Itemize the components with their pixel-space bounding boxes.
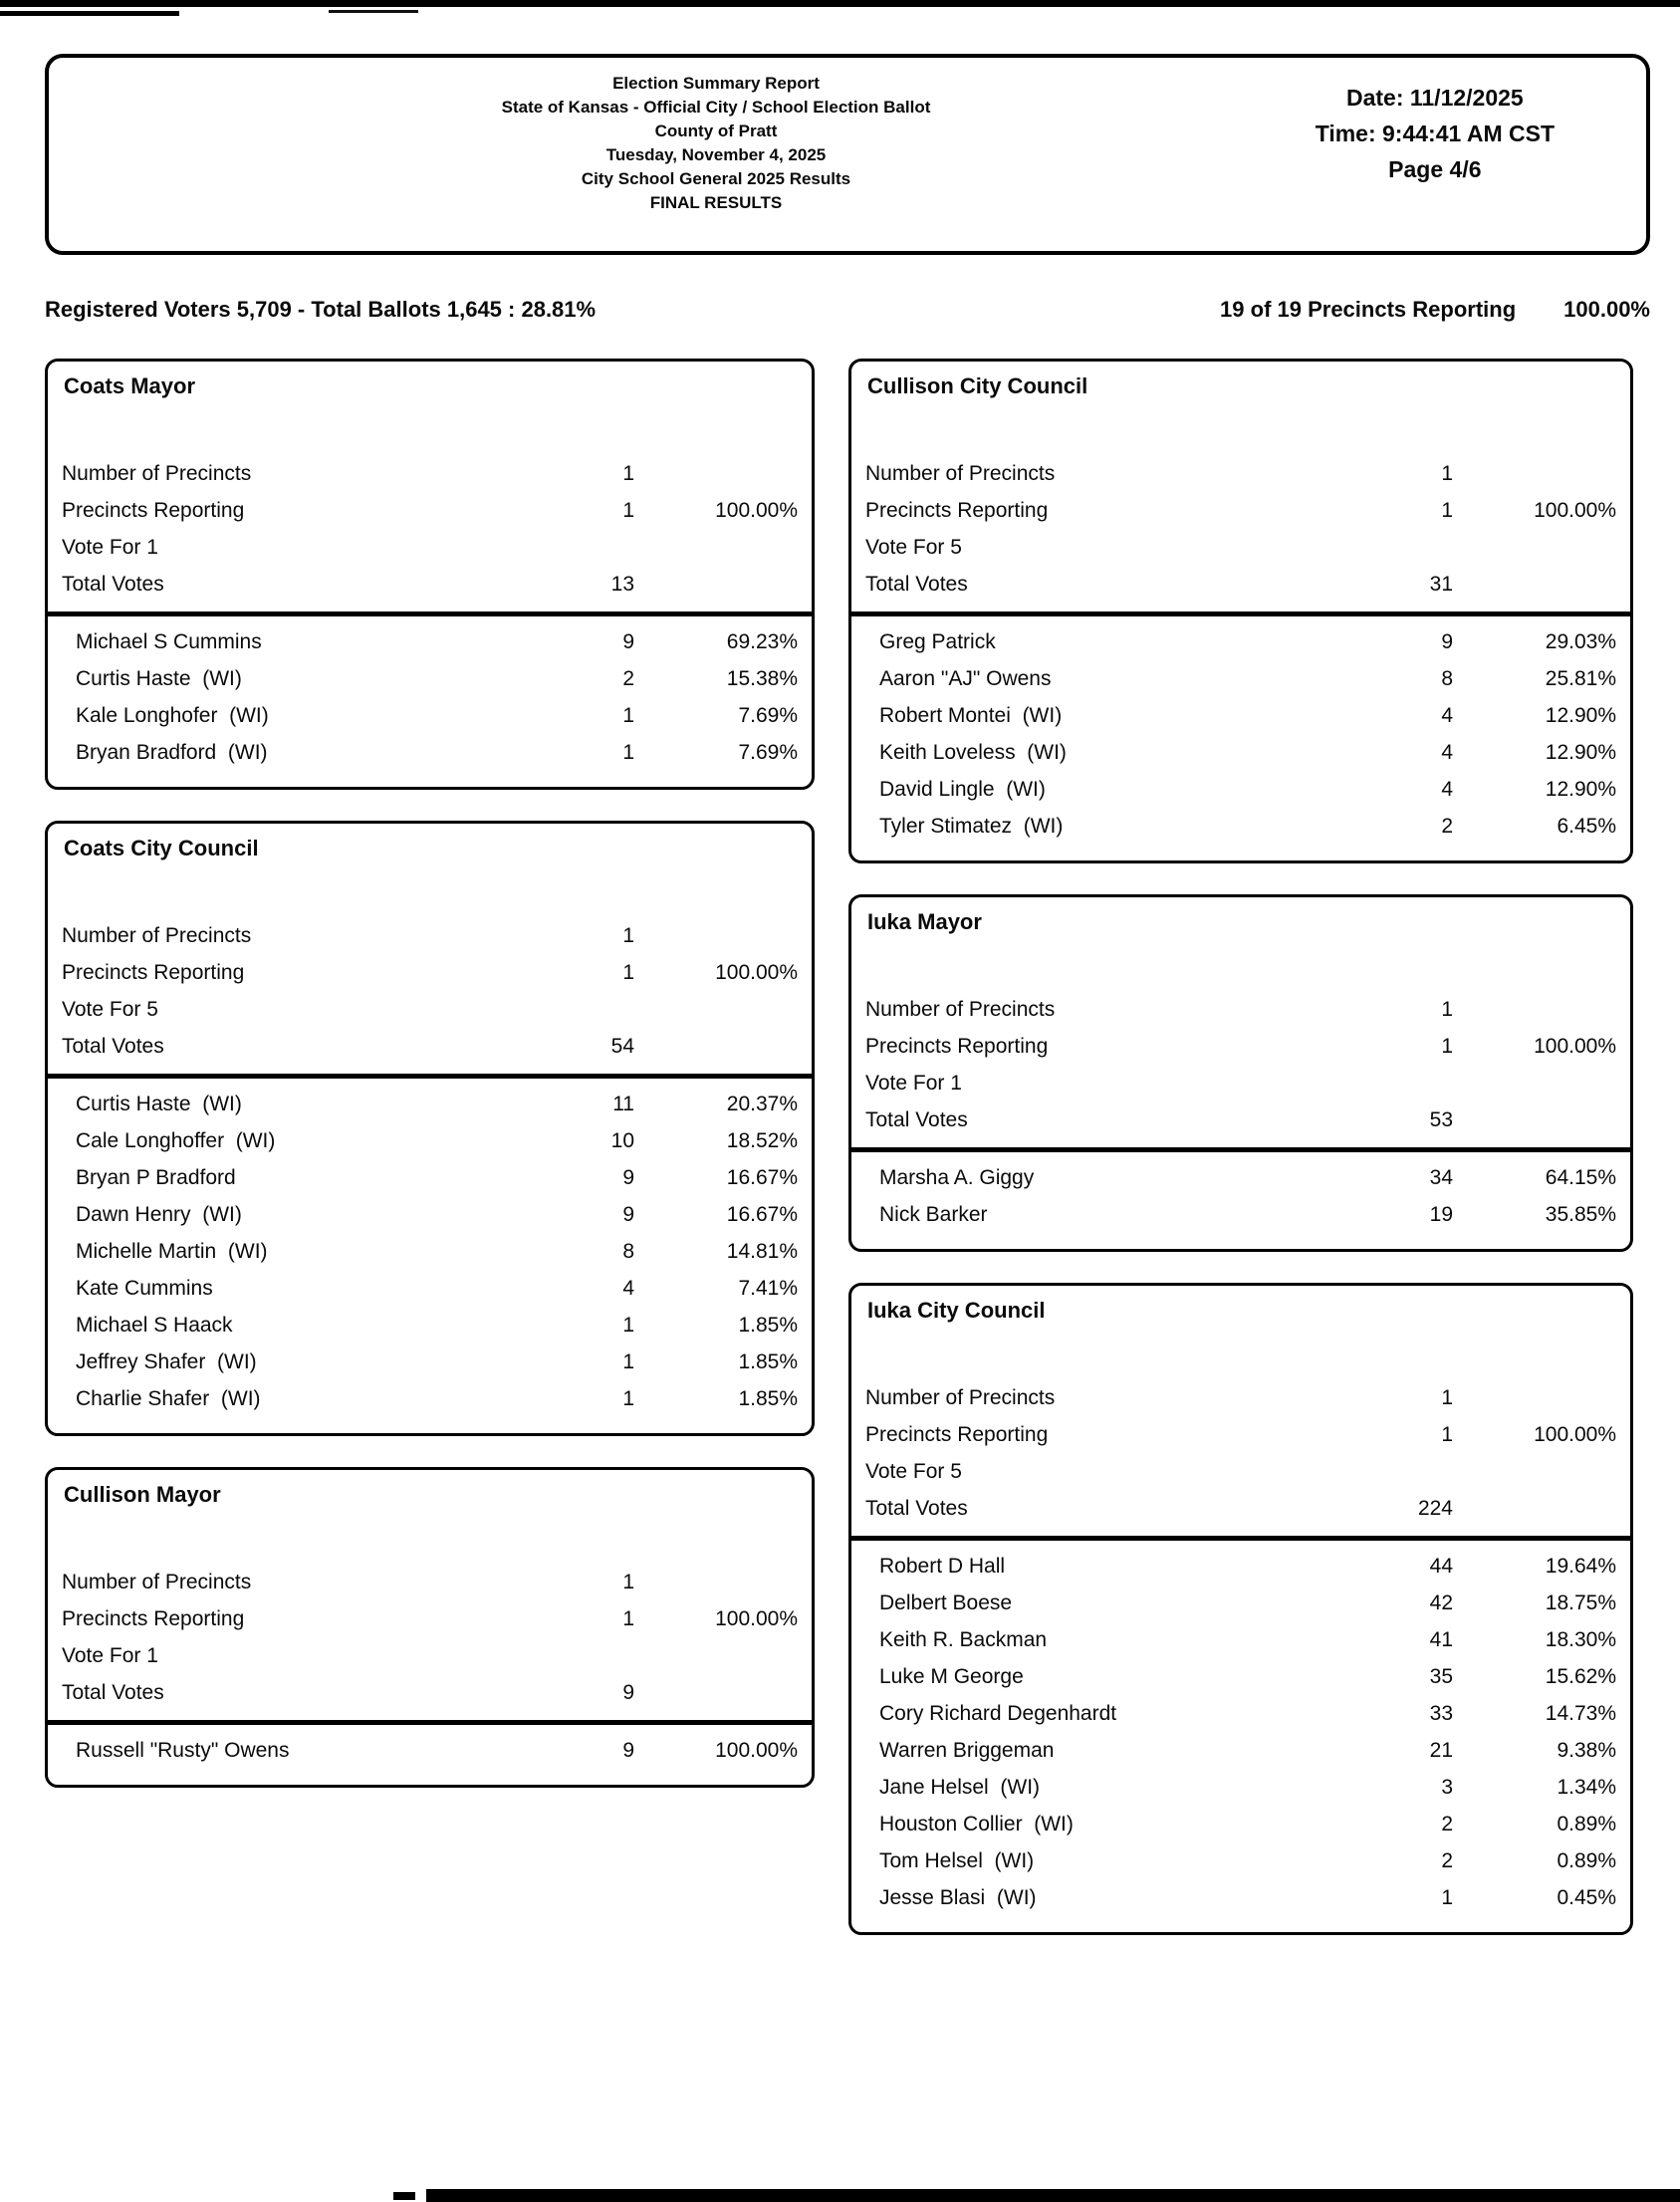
- report-results-name: City School General 2025 Results: [581, 169, 851, 188]
- number-of-precincts-row: [62, 917, 802, 954]
- candidate-row: [865, 1548, 1620, 1585]
- candidate-row: [865, 771, 1620, 808]
- candidate-row: [865, 697, 1620, 734]
- number-of-precincts-row: [865, 1379, 1620, 1416]
- candidate-row: [62, 1380, 802, 1417]
- candidate-pct: 0.89%: [1557, 1849, 1616, 1872]
- candidate-pct: 18.30%: [1545, 1628, 1616, 1651]
- candidate-name: Jane Helsel (WI): [879, 1776, 1041, 1799]
- candidate-pct: 15.62%: [1545, 1665, 1616, 1688]
- candidate-pct: 14.73%: [1545, 1702, 1616, 1725]
- precincts-reporting-value: 1: [622, 961, 634, 984]
- number-of-precincts-pct: [1453, 1379, 1620, 1416]
- candidate-votes: 2: [1441, 1849, 1453, 1872]
- candidate-pct: 1.85%: [738, 1387, 798, 1410]
- divider: [851, 612, 1630, 616]
- candidate-pct: 64.15%: [1545, 1166, 1616, 1189]
- number-of-precincts-row: [62, 1564, 802, 1600]
- candidate-list: [62, 1086, 802, 1417]
- candidate-pct: 1.34%: [1557, 1776, 1616, 1799]
- precincts-reporting-row: [62, 492, 802, 529]
- total-votes-value: 53: [1429, 1108, 1453, 1131]
- candidate-name: Keith R. Backman: [879, 1628, 1048, 1651]
- number-of-precincts-value: 1: [1441, 998, 1453, 1021]
- candidate-row: [865, 1842, 1620, 1879]
- vote-for-label: Vote For 1: [62, 536, 158, 559]
- contest-box: [848, 359, 1633, 863]
- candidate-row: [865, 623, 1620, 660]
- precincts-reporting-text: 19 of 19 Precincts Reporting: [1220, 297, 1517, 322]
- number-of-precincts-pct: [1453, 455, 1620, 492]
- candidate-name: Greg Patrick: [879, 630, 996, 653]
- candidate-row: [865, 1879, 1620, 1916]
- candidate-votes: 9: [622, 630, 634, 653]
- precincts-reporting-row: [865, 492, 1620, 529]
- candidate-votes: 2: [622, 667, 634, 690]
- precincts-reporting-value: 1: [622, 499, 634, 522]
- contest-stats: [865, 991, 1620, 1138]
- number-of-precincts-label: Number of Precincts: [62, 462, 252, 485]
- candidate-pct: 20.37%: [726, 1093, 798, 1115]
- candidate-row: [865, 1585, 1620, 1621]
- number-of-precincts-row: [865, 455, 1620, 492]
- candidate-votes: 1: [622, 704, 634, 727]
- report-election-date: Tuesday, November 4, 2025: [605, 145, 827, 164]
- scan-artifact-top: [0, 0, 1680, 7]
- candidate-name: Cale Longhoffer (WI): [76, 1129, 276, 1152]
- precincts-reporting-row: [62, 954, 802, 991]
- precincts-reporting-row: [62, 1600, 802, 1637]
- candidate-pct: 16.67%: [726, 1166, 798, 1189]
- candidate-votes: 11: [612, 1093, 634, 1115]
- candidate-row: [865, 1621, 1620, 1658]
- candidate-name: Curtis Haste (WI): [76, 1093, 242, 1115]
- candidate-pct: 7.69%: [738, 741, 798, 764]
- contest-box: [848, 1283, 1633, 1935]
- number-of-precincts-value: 1: [1441, 462, 1453, 485]
- candidate-pct: 18.75%: [1545, 1591, 1616, 1614]
- number-of-precincts-pct: [634, 917, 802, 954]
- candidate-row: [62, 623, 802, 660]
- candidate-name: Luke M George: [879, 1665, 1024, 1688]
- candidate-votes: 4: [1441, 778, 1453, 801]
- candidate-list: [865, 623, 1620, 845]
- number-of-precincts-label: Number of Precincts: [865, 998, 1056, 1021]
- candidate-name: Houston Collier (WI): [879, 1813, 1074, 1835]
- candidate-name: Jeffrey Shafer (WI): [76, 1350, 257, 1373]
- total-votes-value: 224: [1417, 1497, 1453, 1520]
- candidate-row: [62, 697, 802, 734]
- contest-stats: [62, 917, 802, 1065]
- report-date: Date: 11/12/2025: [1345, 85, 1524, 111]
- candidate-pct: 35.85%: [1545, 1203, 1616, 1226]
- candidate-pct: 19.64%: [1545, 1555, 1616, 1578]
- candidate-list: [62, 623, 802, 771]
- vote-for-row: [865, 1065, 1620, 1101]
- candidate-row: [62, 1270, 802, 1307]
- candidate-row: [865, 808, 1620, 845]
- left-column: [45, 359, 815, 1819]
- candidate-votes: 33: [1429, 1702, 1453, 1725]
- contest-stats: [62, 1564, 802, 1711]
- contest-columns: [0, 359, 1680, 1966]
- candidate-name: Tyler Stimatez (WI): [879, 815, 1064, 838]
- precincts-reporting-pct: 100.00%: [1534, 1423, 1616, 1446]
- contest-title: Cullison City Council: [867, 373, 1088, 398]
- total-votes-label: Total Votes: [865, 1497, 968, 1520]
- scan-artifact-dash-2: [329, 10, 418, 13]
- contest-title: Coats City Council: [64, 836, 259, 860]
- candidate-list: [865, 1548, 1620, 1916]
- candidate-name: Delbert Boese: [879, 1591, 1013, 1614]
- contest-stats: [62, 455, 802, 603]
- total-votes-row: [865, 566, 1620, 603]
- precincts-reporting-pct: 100.00%: [715, 499, 798, 522]
- divider: [48, 612, 812, 616]
- precincts-reporting-value: 1: [1441, 1035, 1453, 1058]
- candidate-row: [865, 1196, 1620, 1233]
- candidate-votes: 2: [1441, 1813, 1453, 1835]
- vote-for-label: Vote For 5: [865, 1460, 962, 1483]
- candidate-name: Charlie Shafer (WI): [76, 1387, 261, 1410]
- contest-title: Coats Mayor: [64, 373, 196, 398]
- precincts-reporting-row: [865, 1028, 1620, 1065]
- report-final-results: FINAL RESULTS: [649, 193, 783, 212]
- candidate-votes: 42: [1429, 1591, 1453, 1614]
- candidate-pct: 7.41%: [738, 1277, 798, 1300]
- candidate-list: [62, 1732, 802, 1769]
- report-county: County of Pratt: [654, 122, 778, 140]
- total-votes-row: [62, 566, 802, 603]
- candidate-name: Marsha A. Giggy: [879, 1166, 1035, 1189]
- vote-for-label: Vote For 1: [865, 1072, 962, 1095]
- candidate-pct: 12.90%: [1545, 704, 1616, 727]
- vote-for-row: [62, 1637, 802, 1674]
- candidate-name: Cory Richard Degenhardt: [879, 1702, 1117, 1725]
- candidate-pct: 9.38%: [1557, 1739, 1616, 1762]
- candidate-pct: 6.45%: [1557, 815, 1616, 838]
- scan-artifact-dash: [0, 11, 179, 16]
- candidate-votes: 1: [622, 1350, 634, 1373]
- candidate-votes: 41: [1429, 1628, 1453, 1651]
- precincts-reporting-value: 1: [622, 1607, 634, 1630]
- candidate-list: [865, 1159, 1620, 1233]
- candidate-row: [62, 1159, 802, 1196]
- report-title: Election Summary Report: [612, 74, 820, 93]
- candidate-votes: 1: [622, 1314, 634, 1337]
- number-of-precincts-label: Number of Precincts: [62, 1571, 252, 1593]
- candidate-votes: 10: [610, 1129, 634, 1152]
- candidate-name: Dawn Henry (WI): [76, 1203, 242, 1226]
- precincts-reporting-label: Precincts Reporting: [62, 1607, 245, 1630]
- candidate-row: [865, 1732, 1620, 1769]
- registered-voters-summary: Registered Voters 5,709 - Total Ballots 1,645 : 28.81%: [45, 297, 597, 322]
- total-votes-label: Total Votes: [62, 1681, 164, 1704]
- precincts-reporting-label: Precincts Reporting: [865, 1423, 1049, 1446]
- number-of-precincts-row: [62, 455, 802, 492]
- scan-artifact-bottom-fragment: [393, 2192, 415, 2200]
- candidate-votes: 9: [622, 1739, 634, 1762]
- candidate-pct: 14.81%: [726, 1240, 798, 1263]
- candidate-pct: 25.81%: [1545, 667, 1616, 690]
- candidate-pct: 69.23%: [726, 630, 798, 653]
- candidate-pct: 12.90%: [1545, 741, 1616, 764]
- candidate-votes: 8: [1441, 667, 1453, 690]
- candidate-name: Russell "Rusty" Owens: [76, 1739, 290, 1762]
- candidate-votes: 9: [622, 1203, 634, 1226]
- total-votes-label: Total Votes: [865, 573, 968, 596]
- contest-box: [45, 821, 815, 1436]
- precincts-reporting-label: Precincts Reporting: [865, 1035, 1049, 1058]
- candidate-row: [62, 1233, 802, 1270]
- contest-box: [848, 894, 1633, 1252]
- candidate-votes: 1: [1441, 1886, 1453, 1909]
- candidate-row: [865, 1806, 1620, 1842]
- candidate-votes: 4: [1441, 704, 1453, 727]
- vote-for-row: [865, 1453, 1620, 1490]
- candidate-name: Aaron "AJ" Owens: [879, 667, 1052, 690]
- candidate-row: [865, 734, 1620, 771]
- candidate-name: David Lingle (WI): [879, 778, 1046, 801]
- candidate-row: [865, 1658, 1620, 1695]
- candidate-votes: 1: [622, 741, 634, 764]
- precincts-reporting-label: Precincts Reporting: [62, 499, 245, 522]
- candidate-pct: 0.45%: [1557, 1886, 1616, 1909]
- total-votes-row: [865, 1101, 1620, 1138]
- report-header-center: [377, 72, 1055, 215]
- candidate-name: Curtis Haste (WI): [76, 667, 242, 690]
- candidate-votes: 21: [1429, 1739, 1453, 1762]
- contest-stats: [865, 1379, 1620, 1527]
- candidate-name: Kale Longhofer (WI): [76, 704, 269, 727]
- precincts-reporting-pct: 100.00%: [1534, 1035, 1616, 1058]
- number-of-precincts-value: 1: [1441, 1386, 1453, 1409]
- candidate-pct: 16.67%: [726, 1203, 798, 1226]
- candidate-row: [865, 1159, 1620, 1196]
- candidate-votes: 1: [622, 1387, 634, 1410]
- report-time: Time: 9:44:41 AM CST: [1315, 121, 1555, 146]
- candidate-name: Keith Loveless (WI): [879, 741, 1067, 764]
- report-header-box: [45, 54, 1650, 255]
- candidate-pct: 100.00%: [715, 1739, 798, 1762]
- candidate-votes: 34: [1429, 1166, 1453, 1189]
- vote-for-label: Vote For 5: [62, 998, 158, 1021]
- contest-stats: [865, 455, 1620, 603]
- total-votes-value: 54: [610, 1035, 634, 1058]
- candidate-name: Robert Montei (WI): [879, 704, 1063, 727]
- vote-for-label: Vote For 5: [865, 536, 962, 559]
- candidate-row: [62, 1122, 802, 1159]
- precincts-reporting-pct: 100.00%: [1534, 499, 1616, 522]
- total-votes-value: 13: [610, 573, 634, 596]
- divider: [851, 1147, 1630, 1152]
- precincts-reporting-pct: 100.00%: [715, 1607, 798, 1630]
- precincts-reporting-value: 1: [1441, 499, 1453, 522]
- candidate-name: Warren Briggeman: [879, 1739, 1055, 1762]
- number-of-precincts-pct: [1453, 991, 1620, 1028]
- candidate-votes: 44: [1429, 1555, 1453, 1578]
- candidate-votes: 9: [622, 1166, 634, 1189]
- precincts-reporting-row: [865, 1416, 1620, 1453]
- candidate-pct: 29.03%: [1545, 630, 1616, 653]
- number-of-precincts-label: Number of Precincts: [865, 1386, 1056, 1409]
- candidate-name: Bryan Bradford (WI): [76, 741, 268, 764]
- vote-for-row: [62, 529, 802, 566]
- scan-artifact-bottom: [426, 2189, 1680, 2202]
- number-of-precincts-value: 1: [622, 462, 634, 485]
- total-votes-value: 31: [1429, 573, 1453, 596]
- number-of-precincts-pct: [634, 1564, 802, 1600]
- candidate-name: Michelle Martin (WI): [76, 1240, 268, 1263]
- candidate-votes: 4: [1441, 741, 1453, 764]
- vote-for-row: [865, 529, 1620, 566]
- right-column: [848, 359, 1633, 1966]
- precincts-reporting-value: 1: [1441, 1423, 1453, 1446]
- total-votes-row: [62, 1028, 802, 1065]
- candidate-votes: 2: [1441, 815, 1453, 838]
- report-subtitle: State of Kansas - Official City / School Election Ballot: [501, 98, 931, 117]
- vote-for-row: [62, 991, 802, 1028]
- candidate-row: [865, 1769, 1620, 1806]
- candidate-row: [865, 660, 1620, 697]
- number-of-precincts-pct: [634, 455, 802, 492]
- total-votes-row: [865, 1490, 1620, 1527]
- candidate-row: [62, 1732, 802, 1769]
- precincts-reporting-label: Precincts Reporting: [865, 499, 1049, 522]
- candidate-pct: 1.85%: [738, 1314, 798, 1337]
- total-votes-label: Total Votes: [865, 1108, 968, 1131]
- candidate-row: [62, 734, 802, 771]
- candidate-votes: 8: [622, 1240, 634, 1263]
- candidate-name: Nick Barker: [879, 1203, 988, 1226]
- precincts-reporting-summary: [1220, 297, 1650, 323]
- candidate-name: Bryan P Bradford: [76, 1166, 236, 1189]
- total-votes-label: Total Votes: [62, 573, 164, 596]
- candidate-pct: 0.89%: [1557, 1813, 1616, 1835]
- candidate-row: [62, 1307, 802, 1344]
- candidate-votes: 19: [1429, 1203, 1453, 1226]
- report-page-number: Page 4/6: [1388, 156, 1482, 182]
- precincts-reporting-label: Precincts Reporting: [62, 961, 245, 984]
- number-of-precincts-label: Number of Precincts: [865, 462, 1056, 485]
- summary-row: [45, 297, 1650, 323]
- candidate-row: [62, 1196, 802, 1233]
- report-header-meta: [1316, 80, 1555, 187]
- precincts-reporting-pct: 100.00%: [715, 961, 798, 984]
- contest-box: [45, 359, 815, 790]
- contest-title: Iuka City Council: [867, 1298, 1046, 1323]
- number-of-precincts-value: 1: [622, 1571, 634, 1593]
- candidate-votes: 35: [1429, 1665, 1453, 1688]
- total-votes-label: Total Votes: [62, 1035, 164, 1058]
- contest-title: Iuka Mayor: [867, 909, 982, 934]
- candidate-row: [62, 660, 802, 697]
- candidate-name: Kate Cummins: [76, 1277, 213, 1300]
- number-of-precincts-row: [865, 991, 1620, 1028]
- candidate-pct: 12.90%: [1545, 778, 1616, 801]
- candidate-name: Tom Helsel (WI): [879, 1849, 1035, 1872]
- candidate-row: [865, 1695, 1620, 1732]
- candidate-name: Michael S Haack: [76, 1314, 233, 1337]
- number-of-precincts-label: Number of Precincts: [62, 924, 252, 947]
- vote-for-label: Vote For 1: [62, 1644, 158, 1667]
- divider: [48, 1720, 812, 1725]
- candidate-row: [62, 1086, 802, 1122]
- candidate-name: Michael S Cummins: [76, 630, 262, 653]
- total-votes-row: [62, 1674, 802, 1711]
- candidate-row: [62, 1344, 802, 1380]
- number-of-precincts-value: 1: [622, 924, 634, 947]
- candidate-name: Robert D Hall: [879, 1555, 1006, 1578]
- candidate-pct: 1.85%: [738, 1350, 798, 1373]
- divider: [48, 1074, 812, 1079]
- candidate-votes: 3: [1441, 1776, 1453, 1799]
- candidate-votes: 4: [622, 1277, 634, 1300]
- candidate-pct: 18.52%: [726, 1129, 798, 1152]
- divider: [851, 1536, 1630, 1541]
- candidate-votes: 9: [1441, 630, 1453, 653]
- candidate-pct: 15.38%: [726, 667, 798, 690]
- precincts-reporting-percent: 100.00%: [1563, 297, 1650, 322]
- candidate-name: Jesse Blasi (WI): [879, 1886, 1037, 1909]
- candidate-pct: 7.69%: [738, 704, 798, 727]
- contest-title: Cullison Mayor: [64, 1482, 221, 1507]
- total-votes-value: 9: [622, 1681, 634, 1704]
- contest-box: [45, 1467, 815, 1788]
